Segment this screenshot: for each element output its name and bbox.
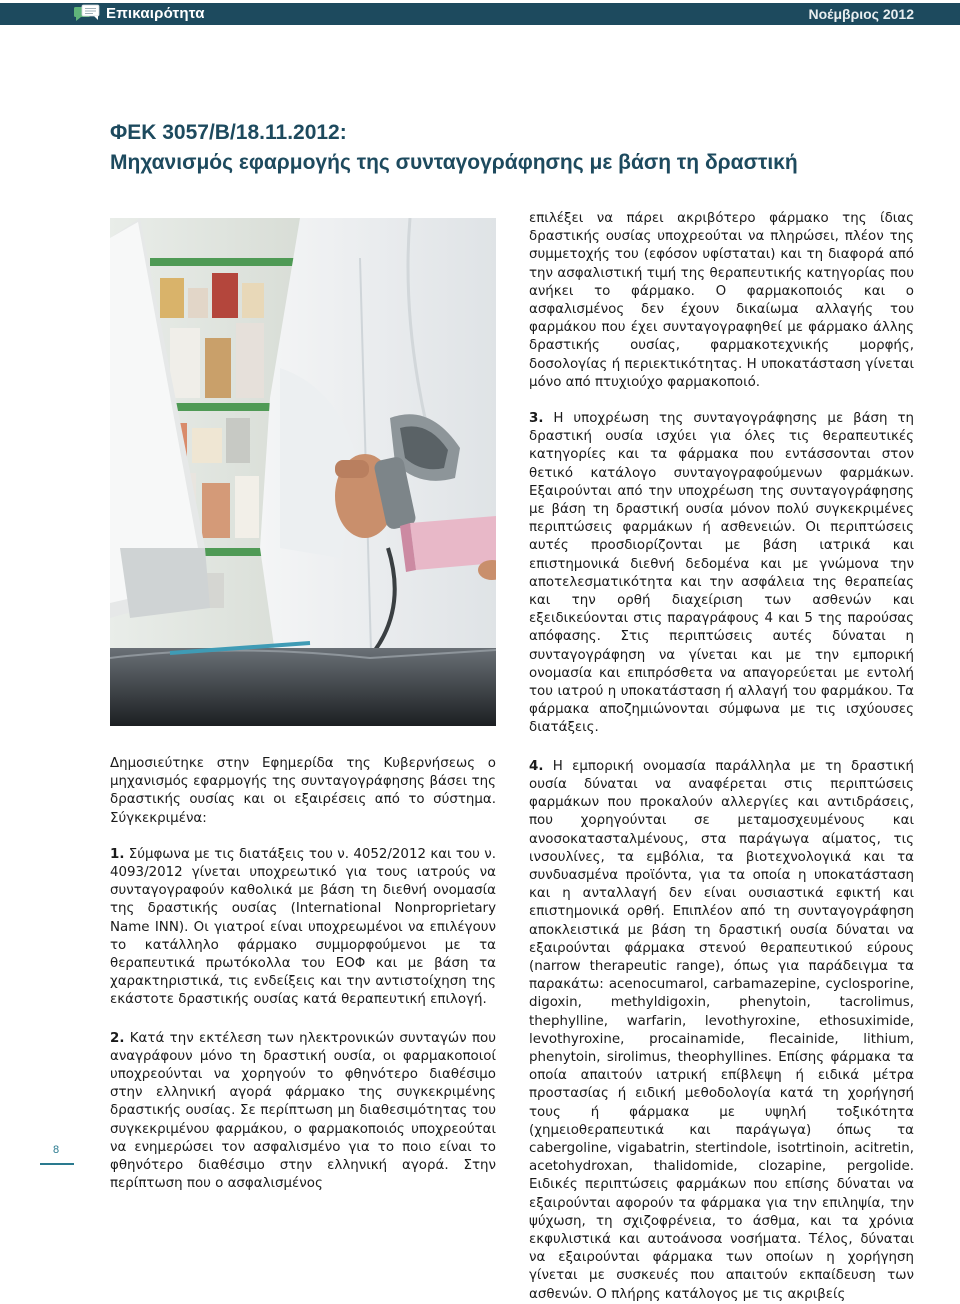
page-number: 8: [53, 1144, 60, 1156]
paragraph-3: [529, 410, 914, 738]
paragraph-2-number: 2.: [110, 1030, 125, 1046]
paragraph-2-continued: επιλέξει να πάρει ακριβότερο φάρμακο της ίδιας δραστικής ουσίας υποχρεούται να πληρώσει, πλέον της συμμετοχής του (εφόσον υφίσταται) και τη διαφορά από την ασφαλιστική τιμή της θεραπευτικής κατηγορίας που ανήκει το φάρμακο. Ο φαρμακοποιός και ο ασφαλισμένος δεν έχουν δικαίωμα αλλαγής του φαρμάκου που έχει συνταγογραφηθεί με φάρμακο άλλης δραστικής ουσίας, φαρμακοτεχνικής μορφής, δοσολογίας ή περιεκτικότητας. Η υποκατάσταση γίνεται μόνο από πτυχιούχο φαρμακοποιό.: [529, 211, 914, 390]
paragraph-4: [529, 758, 914, 1304]
paragraph-1-text: Σύμφωνα με τις διατάξεις του ν. 4052/2012 και του ν. 4093/2012 γίνεται υποχρεωτικό για τους ιατρούς να συνταγογραφούν καθολικά με βάση τη διεθνή ονομασία της δραστικής ουσίας (International Nonproprietary Name INN). Οι γιατροί είναι υποχρεωμένοι να επιλέγουν το κατάλληλο φάρμακο συμμορφούμενοι με τα θεραπευτικά πρωτόκολλα του ΕΟΦ και με βάση τα χαρακτηριστικά, τις ενδείξεις και την αντιστοίχηση της εκάστοτε δραστικής ουσίας κατά θεραπευτική επιλογή.: [110, 846, 496, 1008]
article-title-line1: ΦΕΚ 3057/Β/18.11.2012:: [110, 121, 347, 144]
right-column: [529, 210, 914, 1304]
issue-date: Νοέμβριος 2012: [808, 6, 914, 22]
paragraph-4-text: Η εμπορική ονομασία παράλληλα με τη δραστική ουσία δύναται να αναφέρεται στις περιπτώσεις φαρμάκων που προκαλούν αλλεργίες και αντιδράσεις, που χορηγούνται σε μεταμοσχευμένους και ανοσοκατασταλμένους, στα παράγωγα αίματος, τις ινσουλίνες, τα εμβόλια, τα βιοτεχνολογικά και τα συνδυασμένα προϊόντα, για τα οποία η υποκατάσταση και η ανταλλαγή δεν είναι ουσιαστικά εφικτή και επιστημονικά ορθή. Επιπλέον από τη συνταγογράφηση αποκλειστικά με βάση τη δραστική ουσία δύναται να εξαιρούνται φάρμακα στενού θεραπευτικού εύρους (narrow therapeutic range), όπως για παράδειγμα τα παρακάτω: acenocumarol, carbamazepine, cyclosporine, digoxin, methyldigoxin, phenytoin, tacrolimus, thephylline, warfarin, levothyroxine, ethosuximide, levothyroxine, procainamide, flecainide, lithium, phenytoin, sirolimus, theophyllines. Επίσης φάρμακα τα οποία απαιτούν ιατρική επίβλεψη ή ειδικά μέτρα προστασίας ή ειδική μεθοδολογία κατά τη χορήγησή τους ή φάρμακα με υψηλή τοξικότητα (χημειοθεραπευτικά και παράγωγα) όπως τα cabergoline, vigabatrin, stertindole, isotrtinoin, acitretin, acetohydroxan, thalidomide, clozapine, pergolide. Ειδικές περιπτώσεις φαρμάκων που επίσης δύναται να εξαιρούνται αφορούν τα φάρμακα για την επιληψία, την ψύχωση, τη σχιζοφρένεια, το άσθμα, και τα χρόνια εκφυλιστικά και αυτοάνοσα νοσήματα. Τέλος, δύναται να εξαιρούνται φάρμακα των οποίων η χορήγηση γίνεται με συσκευές που απαιτούν εκπαίδευση των ασθενών. Ο πλήρης κατάλογος με τις ακριβείς: [529, 758, 914, 1302]
paragraph-3-text: Η υποχρέωση της συνταγογράφησης με βάση τη δραστική ουσία ισχύει για όλες τις θεραπευτικές κατηγορίες και τα φάρμακα που εντάσσονται στον θετικό κατάλογο συνταγογραφούμενων φαρμάκων. Εξαιρούνται από την υποχρέωση της συνταγογράφησης με βάση τη δραστική ουσία μόνον πολύ συγκεκριμένες περιπτώσεις φαρμάκων ή ασθενειών. Οι περιπτώσεις αυτές προσδιορίζονται με βάση ιατρικά και επιστημονικά διεθνή δεδομένα και με γνώμονα την αποτελεσματικότητα και την ασφάλεια της θεραπείας και την ορθή διαχείριση των ασθενών και εξειδικεύονται στις παραγράφους 4 και 5 της παρούσας απόφασης. Στις περιπτώσεις αυτές δύναται η συνταγογράφηση να γίνεται και με την εμπορική ονομασία και επιπρόσθετα να απαγορεύεται με εντολή του ιατρού η υποκατάσταση ή αλλαγή του φαρμάκου. Τα φάρμακα αποζημιώνονται σύμφωνα με τις ισχύουσες διατάξεις.: [529, 411, 914, 736]
pharmacist-barcode-scanner-photo: [110, 218, 496, 726]
paragraph-1: [110, 846, 496, 1010]
paragraph-2-text: Κατά την εκτέλεση των ηλεκτρονικών συνταγών που αναγράφουν μόνο τη δραστική ουσία, οι φαρμακοποιοί υποχρεούνται να χορηγούν το φθηνότερο διαθέσιμο στην ελληνική αγορά φάρμακο της συγκεκριμένης δραστικής ουσίας. Σε περίπτωση μη διαθεσιμότητας του συγκεκριμένου φαρμάκου, ο φαρμακοποιός υποχρεούται να ενημερώσει τον ασφαλισμένο για το ποιο είναι το φθηνότερο διαθέσιμο στην ελληνική αγορά. Στην περίπτωση που ο ασφαλισμένος: [110, 1030, 496, 1192]
paragraph-3-number: 3.: [529, 411, 544, 427]
chat-bubbles-icon: [72, 4, 102, 22]
article-title-line2: Μηχανισμός εφαρμογής της συνταγογράφησης με βάση τη δραστική: [110, 151, 798, 174]
paragraph-4-number: 4.: [529, 758, 544, 774]
section-title: Επικαιρότητα: [106, 5, 205, 22]
article-title: [110, 118, 910, 178]
paragraph-2: [110, 1030, 496, 1194]
paragraph-1-number: 1.: [110, 846, 125, 862]
left-column: [110, 755, 496, 1193]
intro-paragraph: Δημοσιεύτηκε στην Εφημερίδα της Κυβερνήσεως ο μηχανισμός εφαρμογής της συνταγογράφησης βάσει της δραστικής ουσίας και οι εξαιρέσεις από το σύστημα. Σύγκεκριμένα:: [110, 756, 496, 826]
